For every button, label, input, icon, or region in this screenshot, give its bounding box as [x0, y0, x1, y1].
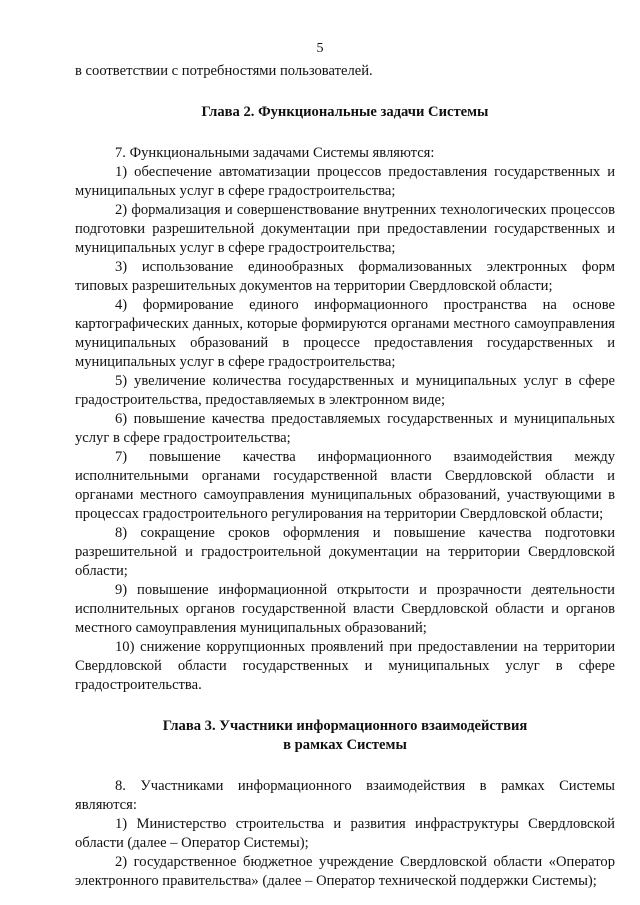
chapter-2-item-9: 9) повышение информационной открытости и прозрачности деятельности исполнительных органов государственной власти Свердловской области и органов местного самоуправления муниципальных образований; — [75, 582, 615, 636]
chapter-3-title — [75, 717, 615, 755]
chapter-3-title-line-2: в рамках Системы — [283, 737, 407, 753]
chapter-3-lead: 8. Участниками информационного взаимодействия в рамках Системы являются: — [75, 778, 615, 813]
chapter-2-lead: 7. Функциональными задачами Системы являются: — [115, 145, 435, 161]
chapter-2-item-2: 2) формализация и совершенствование внутренних технологических процессов подготовки разрешительной документации при предоставлении государственных и муниципальных услуг в сфере градостроительства; — [75, 202, 615, 256]
page-number: 5 — [316, 41, 324, 56]
chapter-2-item-7: 7) повышение качества информационного взаимодействия между исполнительными органами государственной власти Свердловской области и органами местного самоуправления муниципальных образований, участвующими в процессах градостроительного регулирования на территории Свердловской области; — [75, 449, 615, 522]
chapter-2-item-10: 10) снижение коррупционных проявлений при предоставлении на территории Свердловской области государственных и муниципальных услуг в сфере градостроительства. — [75, 639, 615, 693]
chapter-3-item-2: 2) государственное бюджетное учреждение Свердловской области «Оператор электронного правительства» (далее – Оператор технической поддержки Системы); — [75, 854, 615, 889]
chapter-2-title: Глава 2. Функциональные задачи Системы — [201, 104, 489, 120]
chapter-2-item-1: 1) обеспечение автоматизации процессов предоставления государственных и муниципальных услуг в сфере градостроительства; — [75, 164, 615, 199]
chapter-2-item-8: 8) сокращение сроков оформления и повышение качества подготовки разрешительной и градостроительной документации на территории Свердловской области; — [75, 525, 615, 579]
chapter-2-item-5: 5) увеличение количества государственных и муниципальных услуг в сфере градостроительства, предоставляемых в электронном виде; — [75, 373, 615, 408]
chapter-2-item-4: 4) формирование единого информационного пространства на основе картографических данных, которые формируются органами местного самоуправления муниципальных образований в процессе предоставления государственных и муниципальных услуг в сфере градостроительства; — [75, 297, 615, 370]
intro-line: в соответствии с потребностями пользователей. — [75, 63, 373, 79]
chapter-3-title-line-1: Глава 3. Участники информационного взаимодействия — [162, 718, 528, 734]
document-body — [75, 62, 615, 891]
chapter-2-item-6: 6) повышение качества предоставляемых государственных и муниципальных услуг в сфере градостроительства; — [75, 411, 615, 446]
chapter-2-item-3: 3) использование единообразных формализованных электронных форм типовых разрешительных документов на территории Свердловской области; — [75, 259, 615, 294]
chapter-3-item-1: 1) Министерство строительства и развития инфраструктуры Свердловской области (далее – Оператор Системы); — [75, 816, 615, 851]
